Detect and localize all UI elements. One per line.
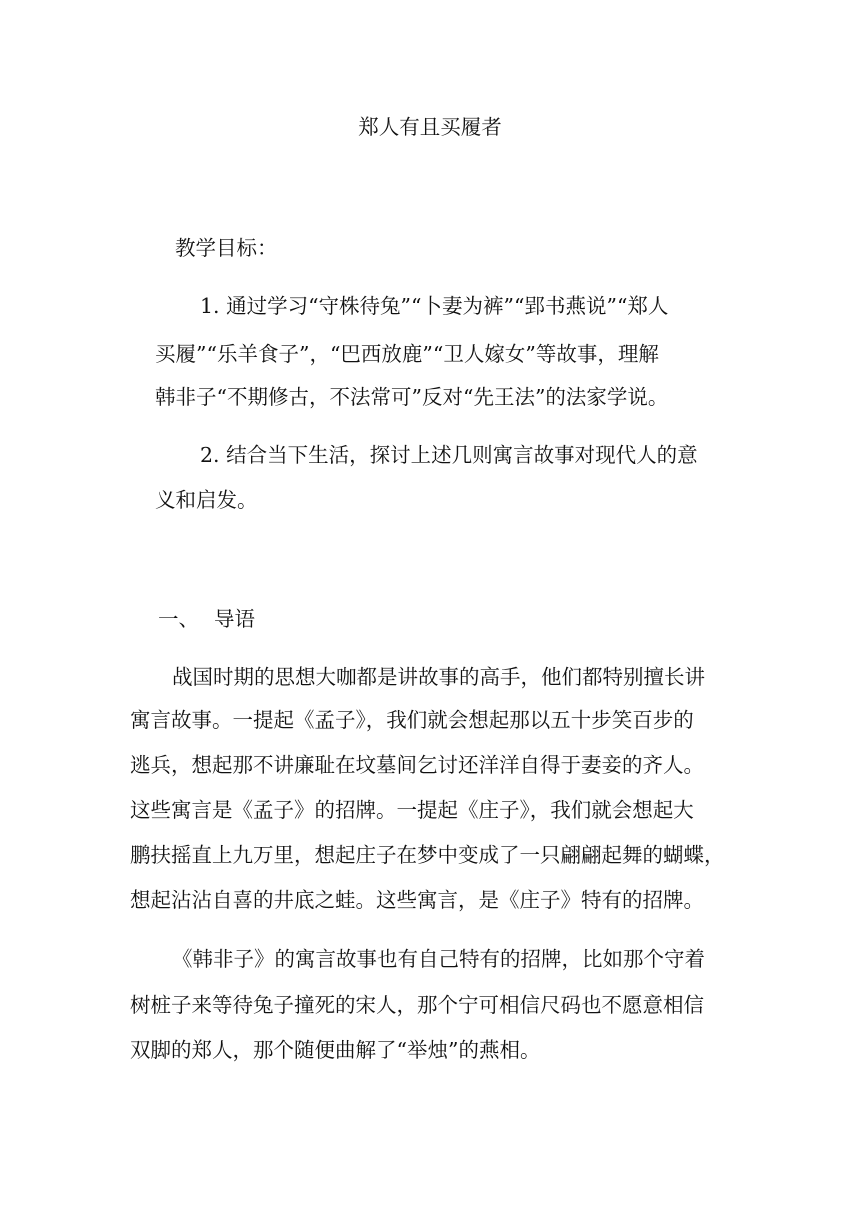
objective-1-line: 韩非子“不期修古，不法常可”反对“先王法”的法家学说。 <box>155 385 669 409</box>
objectives-heading: 教学目标： <box>175 236 278 260</box>
paragraph-line: 这些寓言是《孟子》的招牌。一提起《庄子》，我们就会想起大 <box>130 798 694 822</box>
section-heading <box>158 604 255 634</box>
paragraph-line: 鹏扶摇直上九万里，想起庄子在梦中变成了一只翩翩起舞的蝴蝶， <box>130 843 725 867</box>
paragraph-line: 逃兵，想起那不讲廉耻在坟墓间乞讨还洋洋自得于妻妾的齐人。 <box>130 753 704 777</box>
objective-2-line: 义和启发。 <box>155 488 258 512</box>
paragraph-line: 树桩子来等待兔子撞死的宋人，那个宁可相信尺码也不愿意相信 <box>130 993 704 1017</box>
paragraph-line: 双脚的郑人，那个随便曲解了“举烛”的燕相。 <box>130 1038 541 1062</box>
objective-1-line: 买履”“乐羊食子”，“巴西放鹿”“卫人嫁女”等故事，理解 <box>155 342 659 366</box>
paragraph-line: 想起沾沾自喜的井底之蛙。这些寓言，是《庄子》特有的招牌。 <box>130 888 704 912</box>
paragraph-line: 寓言故事。一提起《孟子》，我们就会想起那以五十步笑百步的 <box>130 708 694 732</box>
section-number: 一、 <box>158 607 199 631</box>
objective-2-line: 2. 结合当下生活，探讨上述几则寓言故事对现代人的意 <box>200 443 698 467</box>
section-title: 导语 <box>214 607 255 631</box>
document-title: 郑人有且买履者 <box>358 115 502 139</box>
paragraph-line: 战国时期的思想大咖都是讲故事的高手，他们都特别擅长讲 <box>172 665 705 689</box>
paragraph-line: 《韩非子》的寓言故事也有自己特有的招牌，比如那个守着 <box>172 947 705 971</box>
objective-1-line: 1. 通过学习“守株待兔”“卜妻为裤”“郢书燕说”“郑人 <box>200 294 669 318</box>
